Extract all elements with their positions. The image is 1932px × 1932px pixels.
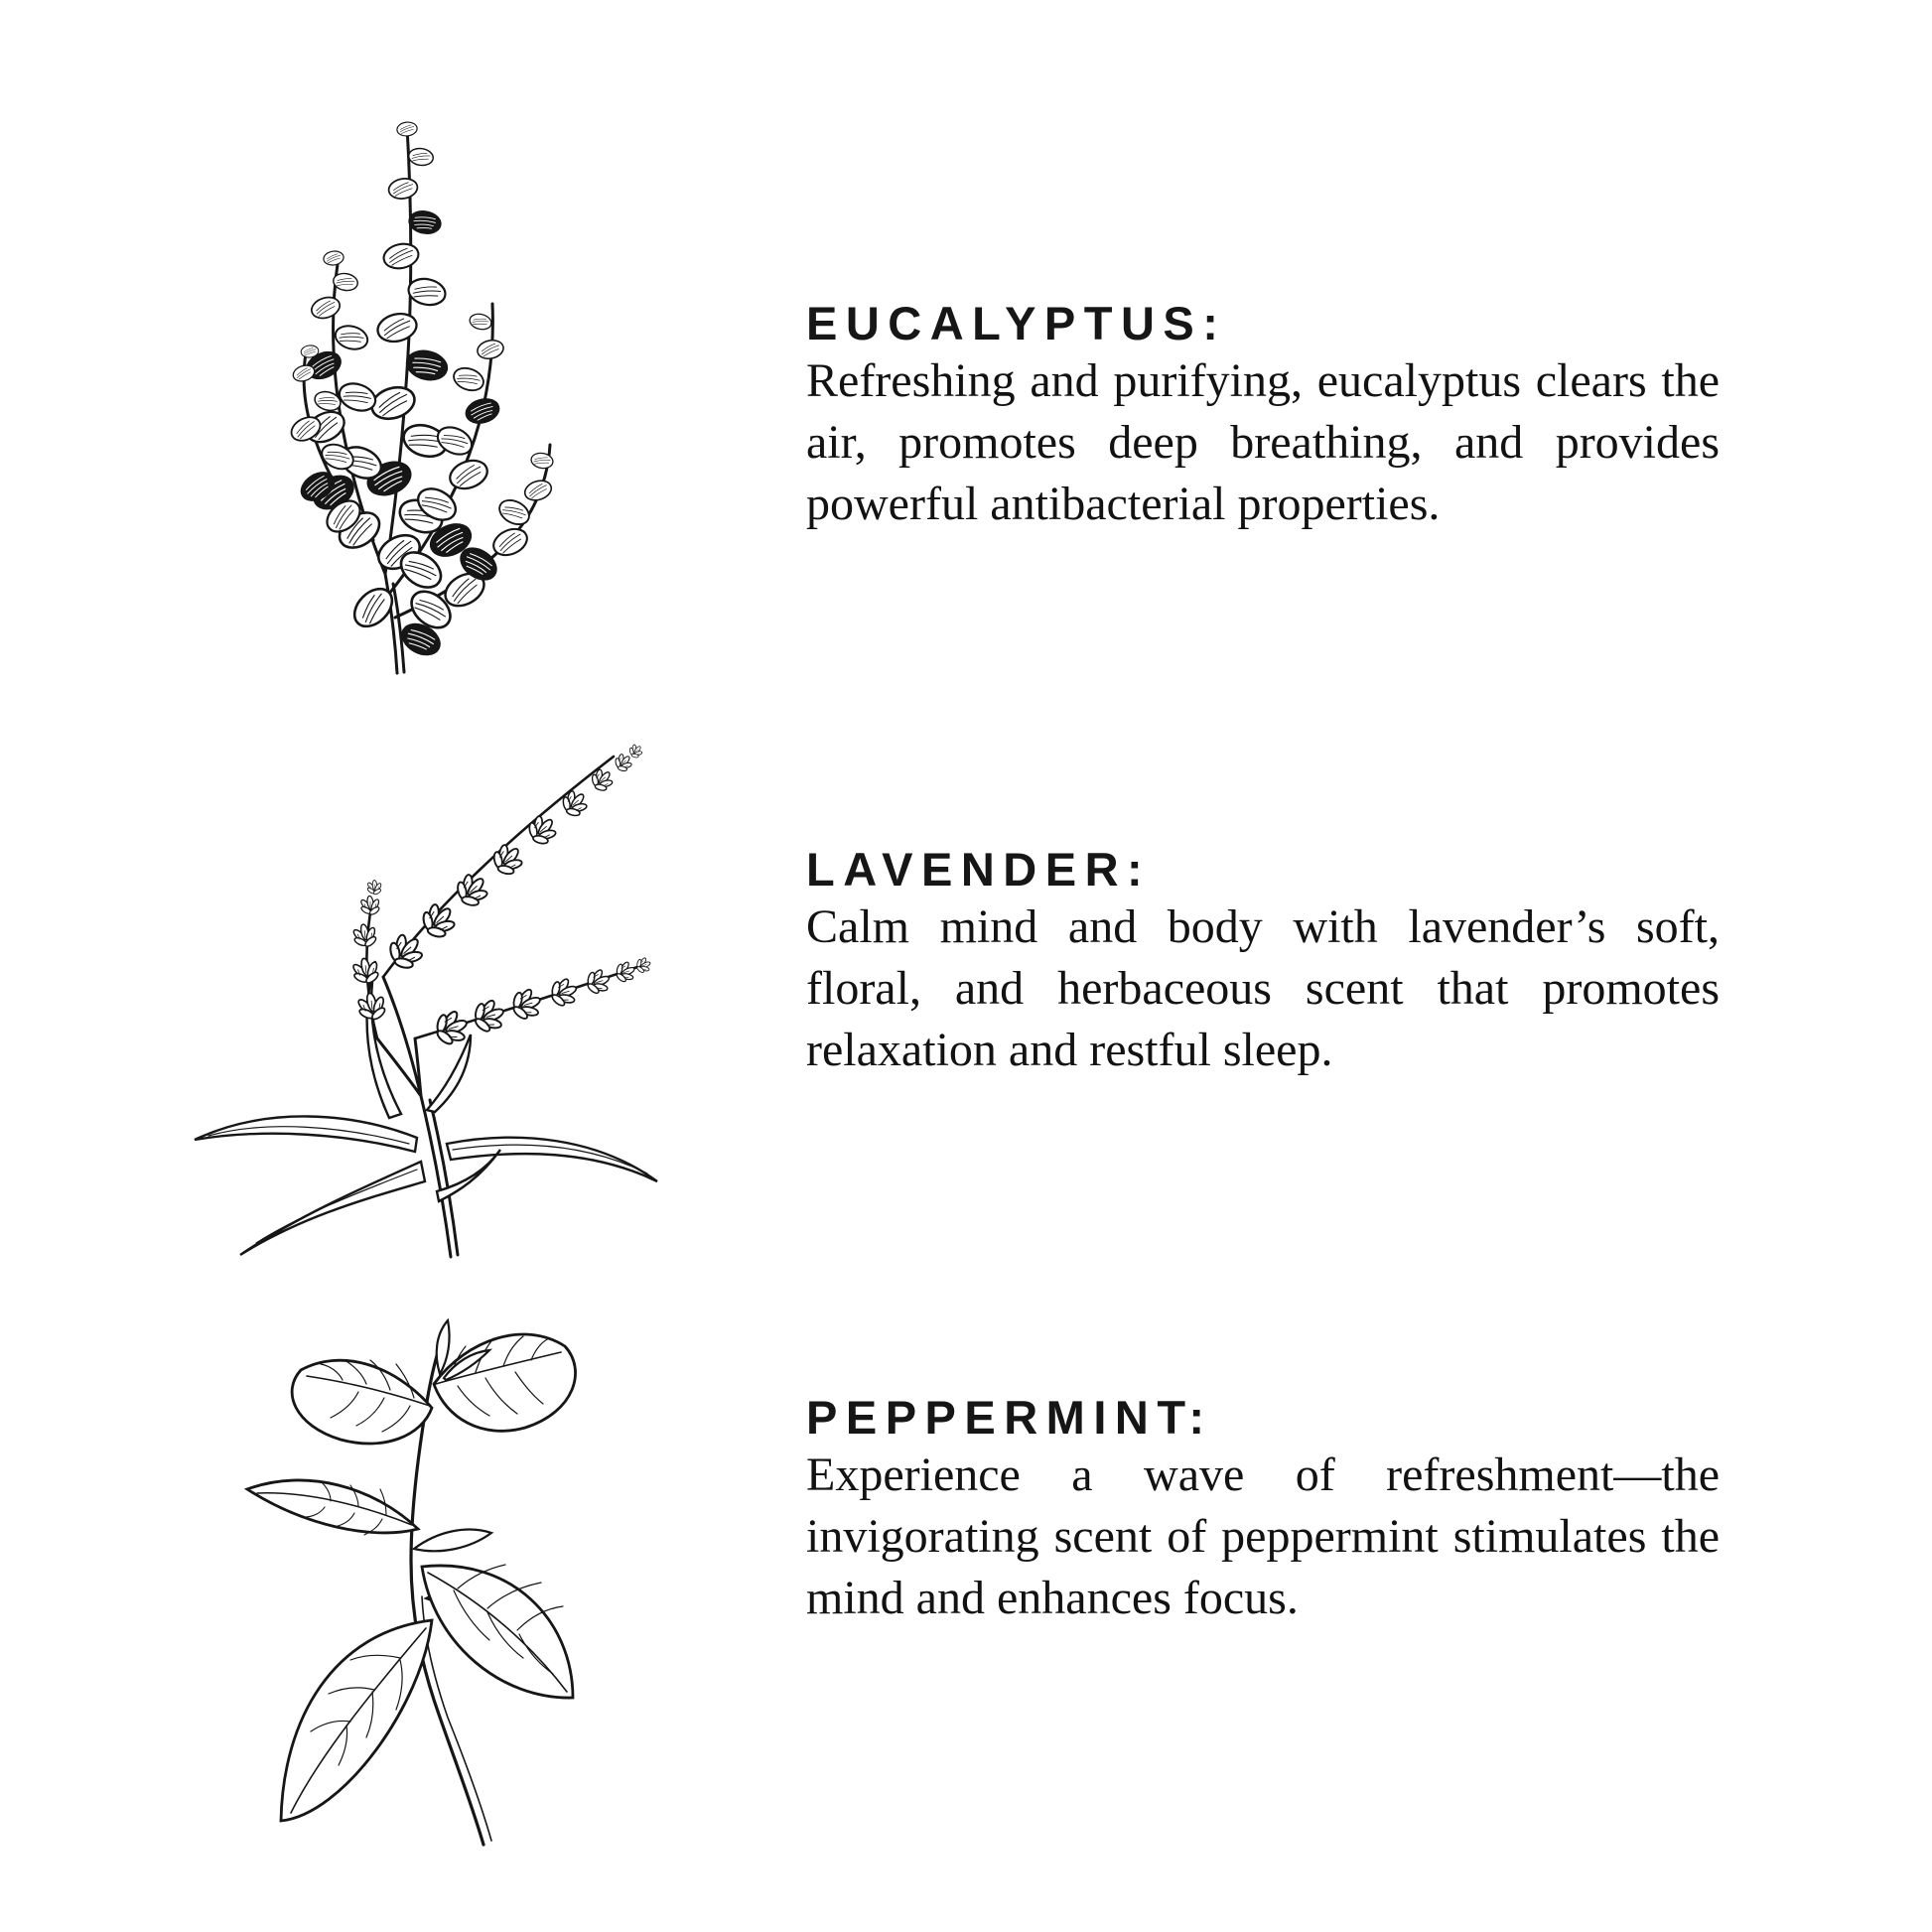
section-eucalyptus-text <box>806 297 1720 535</box>
eucalyptus-heading: EUCALYPTUS: <box>806 297 1227 349</box>
eucalyptus-body-line-1: Refreshing and purifying, eucalyptus clears the <box>806 354 1720 407</box>
peppermint-illustration <box>184 1279 596 1860</box>
lavender-body-line-3: relaxation and restful sleep. <box>806 1024 1333 1076</box>
eucalyptus-body-line-2: air, promotes deep breathing, and provides <box>806 416 1720 469</box>
lavender-body-line-2: floral, and herbaceous scent that promotes <box>806 962 1720 1015</box>
lavender-illustration <box>117 695 658 1266</box>
lavender-body-line-1: Calm mind and body with lavender’s soft, <box>806 900 1720 953</box>
eucalyptus-illustration <box>226 99 564 675</box>
section-lavender-text <box>806 843 1720 1081</box>
peppermint-body-line-1: Experience a wave of refreshment—the <box>806 1449 1720 1501</box>
section-peppermint-text <box>806 1391 1720 1629</box>
eucalyptus-body-line-3: powerful antibacterial properties. <box>806 478 1441 530</box>
peppermint-body-line-2: invigorating scent of peppermint stimulates the <box>806 1510 1720 1563</box>
peppermint-body-line-3: mind and enhances focus. <box>806 1572 1299 1624</box>
peppermint-heading: PEPPERMINT: <box>806 1391 1213 1444</box>
lavender-heading: LAVENDER: <box>806 843 1152 896</box>
